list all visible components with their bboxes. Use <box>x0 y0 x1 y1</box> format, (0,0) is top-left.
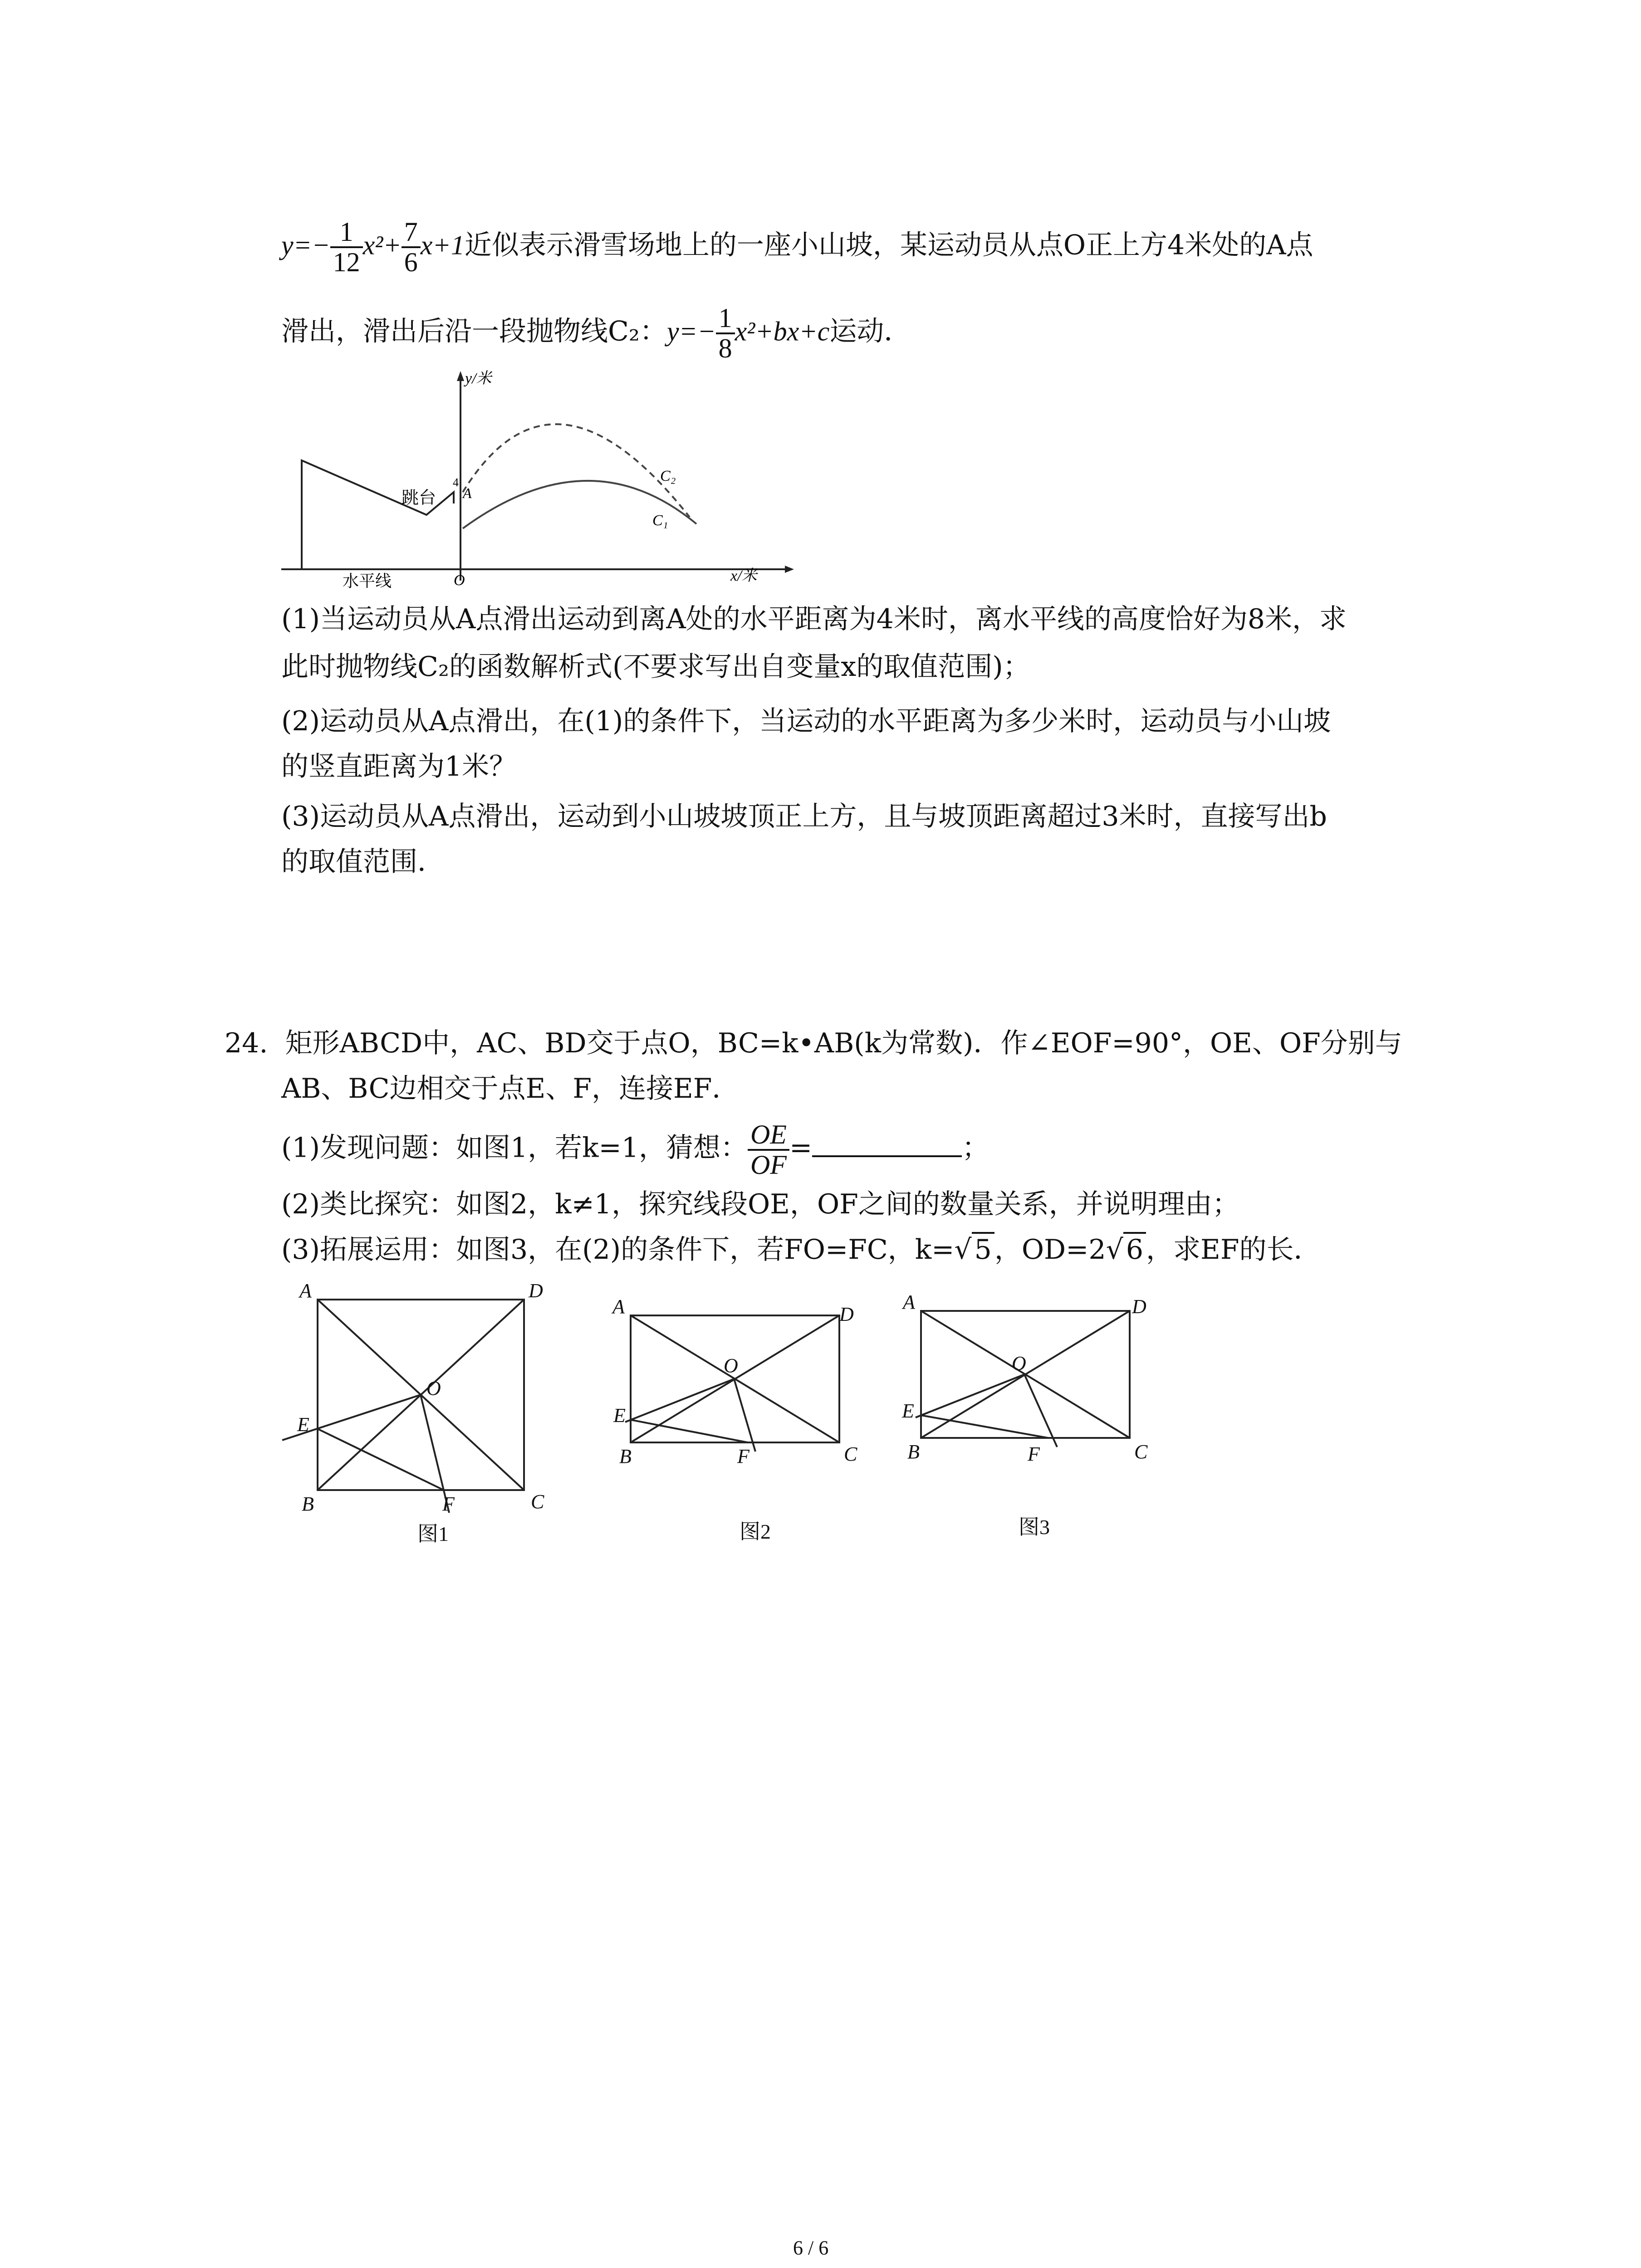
c1-label: C₁ <box>652 512 668 529</box>
fig3-label-b: B <box>907 1441 920 1463</box>
fig2-caption: 图2 <box>740 1520 771 1543</box>
q23-intro-line2 <box>281 304 911 363</box>
curve-c2 <box>463 424 690 517</box>
fig2-label-f: F <box>737 1445 749 1467</box>
q24-part3-mid: ，OD=2 <box>994 1234 1106 1266</box>
fig1-label-f: F <box>442 1493 455 1515</box>
q23-intro2-text: 滑出，滑出后沿一段抛物线C₂： <box>281 315 667 347</box>
q23-part2-line2: 的竖直距离为1米？ <box>281 751 517 782</box>
q24-part3-text: (3)拓展运用：如图3，在(2)的条件下，若FO=FC，k= <box>281 1234 955 1266</box>
fig3-label-a: A <box>903 1291 915 1313</box>
fig2-label-c: C <box>844 1443 857 1465</box>
fig1-label-d: D <box>529 1280 543 1302</box>
q23-intro2-end: 运动． <box>829 315 911 347</box>
q24-part3-end: ，求EF的长． <box>1146 1234 1321 1266</box>
point-a-label: A <box>463 485 472 501</box>
q23-part3-line1: (3)运动员从A点滑出，运动到小山坡坡顶正上方，且与坡顶距离超过3米时，直接写出b <box>281 801 1327 832</box>
fig1-caption: 图1 <box>417 1522 449 1545</box>
ski-ramp <box>302 460 454 569</box>
fig3-label-d: D <box>1132 1295 1146 1318</box>
y-axis-arrow <box>457 371 464 381</box>
fig2-ray-oe <box>625 1379 734 1422</box>
c1-eq-end: x+1 <box>420 230 465 260</box>
q24-number: 24. <box>225 1027 268 1059</box>
fig1-segment-ef <box>318 1429 444 1490</box>
fig1-label-a: A <box>299 1280 312 1302</box>
q24-part1-text: (1)发现问题：如图1，若k=1，猜想： <box>281 1132 748 1164</box>
fig3-label-c: C <box>1134 1441 1148 1463</box>
c1-eq-prefix: y=− <box>281 230 330 260</box>
fig1-label-e: E <box>297 1413 309 1436</box>
x-axis-label: x/米 <box>730 567 757 584</box>
fig1-label-o: O <box>426 1377 441 1399</box>
q24-line1-text: 矩形ABCD中，AC、BD交于点O，BC=k•AB(k为常数)．作∠EOF=90°，OE、OF分别与 <box>285 1027 1402 1059</box>
page-number: 6 / 6 <box>793 2237 829 2259</box>
ground-label: 水平线 <box>343 572 392 590</box>
y-axis-label: y/米 <box>465 370 492 387</box>
x-axis-arrow <box>785 566 794 573</box>
fig2-label-b: B <box>619 1445 632 1467</box>
fig1-label-c: C <box>531 1491 544 1513</box>
fig3-label-o: O <box>1012 1352 1026 1374</box>
c1-frac1: $\frac{1}{12}$ <box>330 218 363 277</box>
c1-frac2: $\frac{7}{6}$ <box>402 218 421 277</box>
answer-blank[interactable] <box>812 1131 962 1157</box>
q24-line2: AB、BC边相交于点E、F，连接EF． <box>281 1073 740 1105</box>
fig3-ray-oe <box>916 1374 1024 1418</box>
q23-intro1-text: 近似表示滑雪场地上的一座小山坡，某运动员从点O正上方4米处的A点 <box>464 229 1313 261</box>
q24-part3 <box>281 1234 1321 1266</box>
sqrt-5: √ 5 <box>954 1236 994 1263</box>
fig2-label-o: O <box>724 1354 738 1377</box>
fig2-label-a: A <box>612 1295 625 1318</box>
fig3-label-f: F <box>1028 1443 1040 1465</box>
origin-label: O <box>454 572 465 589</box>
oe-of-fraction: $\frac{OE}{OF}$ <box>748 1120 789 1179</box>
q23-part1-line2: 此时抛物线C₂的函数解析式(不要求写出自变量x的取值范围)； <box>281 651 1030 683</box>
c2-frac: $\frac{1}{8}$ <box>716 304 735 363</box>
fig2-label-e: E <box>613 1404 626 1427</box>
q24-line1 <box>225 1027 1402 1059</box>
q24-part1-eq: = <box>789 1132 813 1164</box>
q24-part1-end: ； <box>962 1132 989 1164</box>
c2-eq-end: x²+bx+c <box>735 316 830 347</box>
ramp-label: 跳台 <box>402 488 436 508</box>
c2-label: C₂ <box>660 468 676 484</box>
q24-part2: (2)类比探究：如图2，k≠1，探究线段OE，OF之间的数量关系，并说明理由； <box>281 1188 1239 1220</box>
figure-1 <box>272 1275 544 1547</box>
tick-4-label: 4 <box>453 476 459 489</box>
c1-eq-mid: x²+ <box>362 230 402 260</box>
figure-2 <box>594 1293 867 1501</box>
q23-part2-line1: (2)运动员从A点滑出，在(1)的条件下，当运动的水平距离为多少米时，运动员与小山坡 <box>281 705 1331 737</box>
fig3-label-e: E <box>902 1400 914 1422</box>
fig1-label-b: B <box>302 1493 314 1515</box>
figure-3 <box>885 1288 1157 1497</box>
q23-intro-line1 <box>281 218 1313 277</box>
sqrt-6: √ 6 <box>1106 1236 1146 1263</box>
c2-eq-prefix: y=− <box>666 316 716 347</box>
fig2-label-d: D <box>839 1303 854 1325</box>
ski-slope-graph <box>272 363 798 590</box>
q24-part1 <box>281 1120 989 1179</box>
q23-part3-line2: 的取值范围． <box>281 846 445 878</box>
q23-part1-line1: (1)当运动员从A点滑出运动到离A处的水平距离为4米时，离水平线的高度恰好为8米，求 <box>281 603 1347 635</box>
fig3-caption: 图3 <box>1019 1515 1050 1539</box>
